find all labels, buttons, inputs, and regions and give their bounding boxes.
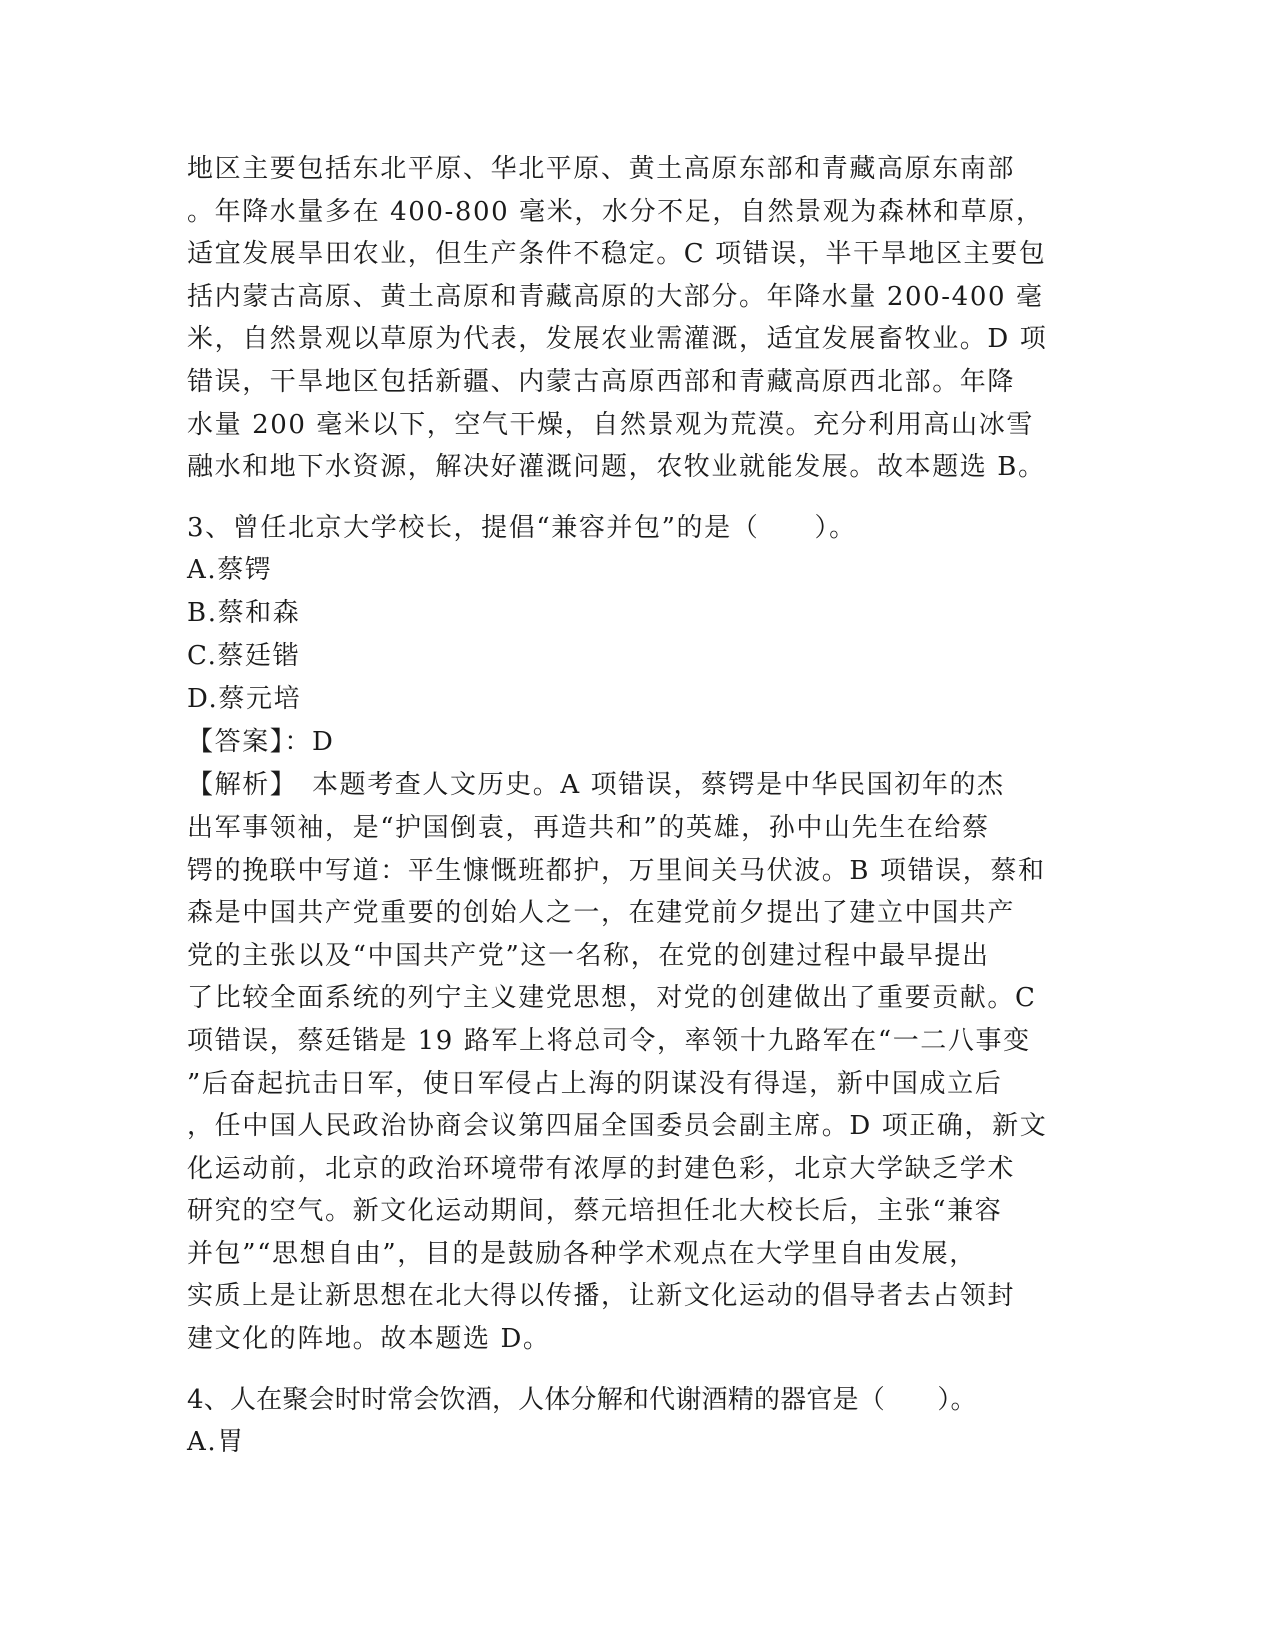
question-3 xyxy=(187,507,1087,1361)
explanation-line: 并包”“思想自由”，目的是鼓励各种学术观点在大学里自由发展， xyxy=(187,1238,977,1269)
explanation-line: ，任中国人民政治协商会议第四届全国委员会副主席。D 项正确，新文 xyxy=(187,1111,1048,1142)
explanation xyxy=(187,764,1087,1360)
question-stem: 3、曾任北京大学校长，提倡“兼容并包”的是（ ）。 xyxy=(187,512,857,543)
paragraph-line: 地区主要包括东北平原、华北平原、黄土高原东部和青藏高原东南部 xyxy=(187,154,1016,184)
explanation-line: 化运动前，北京的政治环境带有浓厚的封建色彩，北京大学缺乏学术 xyxy=(187,1153,1016,1184)
option-c: C.蔡廷锴 xyxy=(187,641,301,672)
explanation-line: 出军事领袖，是“护国倒袁，再造共和”的英雄，孙中山先生在给蔡 xyxy=(187,812,990,843)
explanation-line: 党的主张以及“中国共产党”这一名称，在党的创建过程中最早提出 xyxy=(187,940,990,971)
option-b: B.蔡和森 xyxy=(187,598,301,629)
prev-explanation xyxy=(187,148,1087,489)
question-4 xyxy=(187,1379,1087,1465)
paragraph-line: 融水和地下水资源，解决好灌溉问题，农牧业就能发展。故本题选 B。 xyxy=(187,452,1046,483)
option-a: A.蔡锷 xyxy=(187,555,273,586)
page-content xyxy=(187,148,1087,1464)
explanation-line: 项错误，蔡廷锴是 19 路军上将总司令，率领十九路军在“一二八事变 xyxy=(187,1025,1031,1056)
paragraph-line: 。年降水量多在 400-800 毫米，水分不足，自然景观为森林和草原， xyxy=(187,196,1044,227)
answer-line: 【答案】：D xyxy=(187,727,335,758)
option-a: A.胃 xyxy=(187,1427,245,1458)
explanation-line: ”后奋起抗击日军，使日军侵占上海的阴谋没有得逞，新中国成立后 xyxy=(187,1068,1003,1099)
explanation-line: 锷的挽联中写道：平生慷慨班都护，万里间关马伏波。B 项错误，蔡和 xyxy=(187,855,1046,886)
paragraph-line: 括内蒙古高原、黄土高原和青藏高原的大部分。年降水量 200-400 毫 xyxy=(187,281,1044,312)
explanation-line: 森是中国共产党重要的创始人之一，在建党前夕提出了建立中国共产 xyxy=(187,898,1016,929)
explanation-line: 研究的空气。新文化运动期间，蔡元培担任北大校长后，主张“兼容 xyxy=(187,1196,1003,1227)
explanation-line: 建文化的阵地。故本题选 D。 xyxy=(187,1324,551,1355)
explanation-line: 实质上是让新思想在北大得以传播，让新文化运动的倡导者去占领封 xyxy=(187,1281,1016,1312)
explanation-line: 【解析】 本题考查人文历史。A 项错误，蔡锷是中华民国初年的杰 xyxy=(187,770,1005,801)
paragraph-line: 适宜发展旱田农业，但生产条件不稳定。C 项错误，半干旱地区主要包 xyxy=(187,239,1047,270)
paragraph-line: 水量 200 毫米以下，空气干燥，自然景观为荒漠。充分利用高山冰雪 xyxy=(187,409,1034,440)
question-stem: 4、人在聚会时时常会饮酒，人体分解和代谢酒精的器官是（ ）。 xyxy=(187,1384,977,1415)
option-d: D.蔡元培 xyxy=(187,684,302,715)
paragraph-line: 错误，干旱地区包括新疆、内蒙古高原西部和青藏高原西北部。年降 xyxy=(187,366,1016,397)
paragraph-line: 米，自然景观以草原为代表，发展农业需灌溉，适宜发展畜牧业。D 项 xyxy=(187,324,1048,355)
explanation-line: 了比较全面系统的列宁主义建党思想，对党的创建做出了重要贡献。C xyxy=(187,983,1037,1014)
